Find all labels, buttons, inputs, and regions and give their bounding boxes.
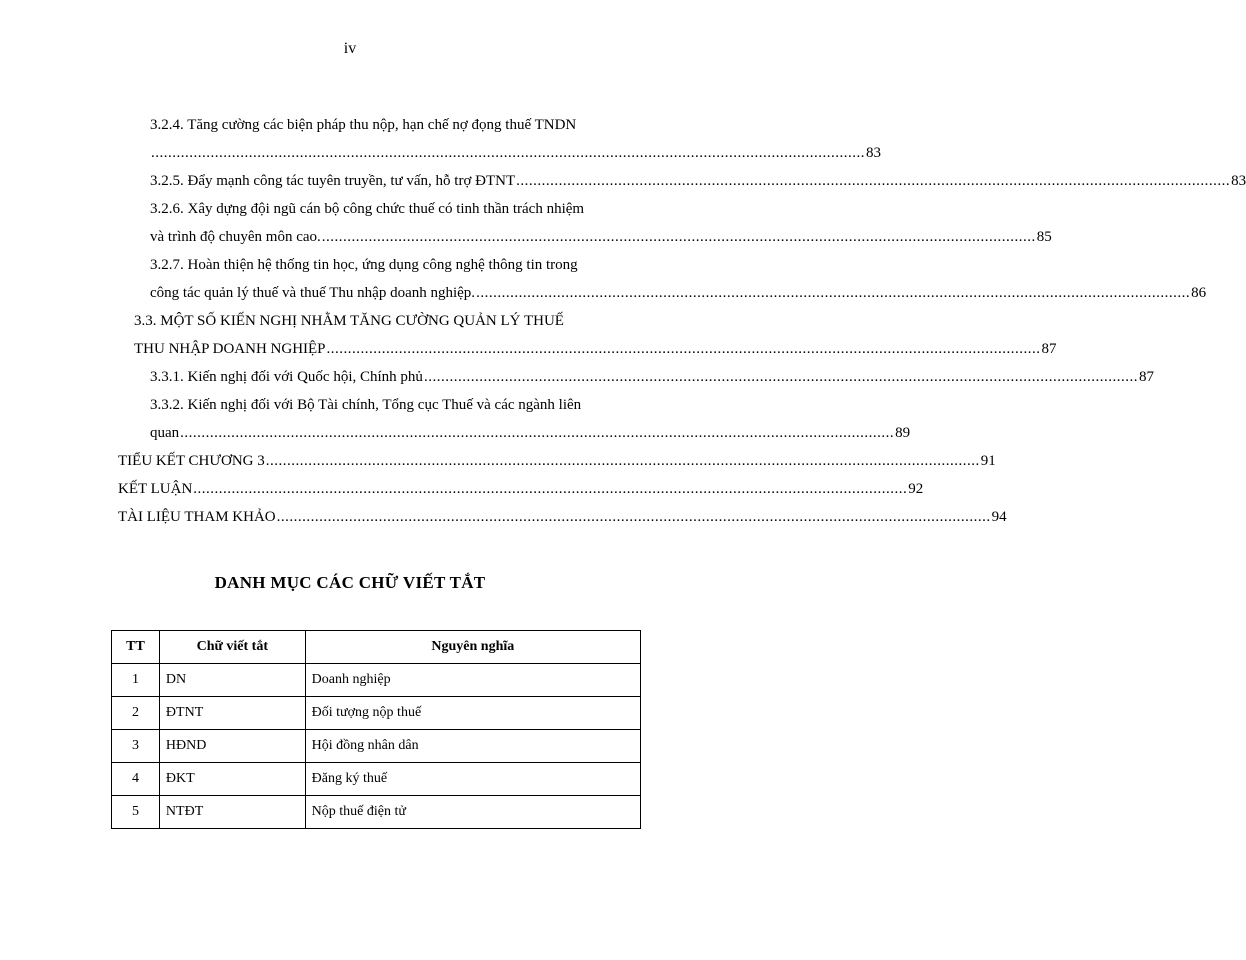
toc-leader-dots: ........................................................................................................................................................................ — [476, 285, 1191, 301]
row-meaning: Nộp thuế điện tử — [305, 796, 640, 829]
toc-leader-dots: ........................................................................................................................................................................ — [276, 509, 991, 525]
toc-entry-3-2-6-cont — [150, 226, 1052, 248]
toc-entry-chapter-summary — [118, 450, 996, 472]
table-header-row — [112, 631, 641, 664]
toc-entry-text: 3.3.1. Kiến nghị đối với Quốc hội, Chính phủ — [150, 369, 423, 385]
toc-entry-3-2-7-cont — [150, 282, 1207, 304]
row-number: 1 — [112, 664, 160, 697]
toc-entry-text: TIỂU KẾT CHƯƠNG 3 — [118, 453, 265, 469]
toc-page-number: 85 — [1036, 229, 1052, 245]
row-abbreviation: HĐND — [159, 730, 305, 763]
row-meaning: Hội đồng nhân dân — [305, 730, 640, 763]
page-number: iv — [343, 40, 357, 57]
toc-leader-dots: ........................................................................................................................................................................ — [151, 145, 865, 161]
toc-leader-dots: ........................................................................................................................................................................ — [321, 229, 1036, 245]
table-row — [112, 664, 641, 697]
row-meaning: Doanh nghiệp — [305, 664, 640, 697]
row-abbreviation: NTĐT — [159, 796, 305, 829]
toc-page-number: 83 — [1231, 173, 1246, 189]
row-abbreviation: ĐTNT — [159, 697, 305, 730]
toc-page-number: 87 — [1138, 369, 1154, 385]
abbreviations-heading: DANH MỤC CÁC CHỮ VIẾT TẮT — [214, 573, 486, 592]
row-number: 2 — [112, 697, 160, 730]
toc-page-number: 92 — [908, 481, 924, 497]
table-row — [112, 763, 641, 796]
abbreviations-table — [111, 630, 641, 829]
row-abbreviation: ĐKT — [159, 763, 305, 796]
toc-entry-references — [118, 506, 1007, 528]
toc-page-number: 87 — [1041, 341, 1057, 357]
toc-entry-text: THU NHẬP DOANH NGHIỆP — [134, 341, 326, 357]
toc-entry-text: và trình độ chuyên môn cao. — [150, 229, 321, 245]
toc-entry-3-3 — [134, 310, 640, 332]
header-tt: TT — [112, 631, 160, 664]
toc-entry-3-3-2-cont — [150, 422, 911, 444]
toc-entry-3-2-5 — [150, 170, 1246, 192]
toc-entry-text: 3.3.2. Kiến nghị đối với Bộ Tài chính, Tổng cục Thuế và các ngành liên — [150, 397, 582, 413]
toc-entry-3-3-1 — [150, 366, 1154, 388]
toc-entry-text: 3.3. MỘT SỐ KIẾN NGHỊ NHẰM TĂNG CƯỜNG QUẢN LÝ THUẾ — [134, 313, 564, 329]
header-meaning: Nguyên nghĩa — [305, 631, 640, 664]
row-meaning: Đăng ký thuế — [305, 763, 640, 796]
toc-leader-dots: ........................................................................................................................................................................ — [516, 173, 1231, 189]
toc-entry-3-2-7 — [150, 254, 640, 276]
toc-leader-dots: ........................................................................................................................................................................ — [326, 341, 1041, 357]
toc-entry-text: 3.2.6. Xây dựng đội ngũ cán bộ công chức thuế có tinh thần trách nhiệm — [150, 201, 585, 217]
toc-page-number: 91 — [980, 453, 996, 469]
toc-entry-conclusion — [118, 478, 924, 500]
toc-entry-3-3-cont — [134, 338, 1057, 360]
toc-leader-dots: ........................................................................................................................................................................ — [180, 425, 895, 441]
toc-entry-3-2-6 — [150, 198, 640, 220]
row-meaning: Đối tượng nộp thuế — [305, 697, 640, 730]
toc-entry-text: 3.2.4. Tăng cường các biện pháp thu nộp, hạn chế nợ đọng thuế TNDN — [150, 117, 577, 133]
toc-entry-text: TÀI LIỆU THAM KHẢO — [118, 509, 276, 525]
toc-page-number: 89 — [895, 425, 911, 441]
toc-entry-text: quan — [150, 425, 180, 441]
row-abbreviation: DN — [159, 664, 305, 697]
toc-leader-dots: ........................................................................................................................................................................ — [265, 453, 980, 469]
row-number: 5 — [112, 796, 160, 829]
toc-page-number: 83 — [866, 145, 881, 161]
toc-entry-text: KẾT LUẬN — [118, 481, 193, 497]
toc-entry-3-2-4-cont — [150, 142, 881, 164]
row-number: 4 — [112, 763, 160, 796]
toc-entry-text: 3.2.7. Hoàn thiện hệ thống tin học, ứng dụng công nghệ thông tin trong — [150, 257, 578, 273]
table-row — [112, 730, 641, 763]
toc-page-number: 94 — [991, 509, 1007, 525]
toc-entry-3-3-2 — [150, 394, 640, 416]
table-row — [112, 697, 641, 730]
toc-leader-dots: ........................................................................................................................................................................ — [193, 481, 908, 497]
toc-page-number: 86 — [1191, 285, 1207, 301]
toc-entry-3-2-4 — [150, 114, 640, 136]
header-abbreviation: Chữ viết tắt — [159, 631, 305, 664]
toc-entry-text: công tác quản lý thuế và thuế Thu nhập doanh nghiệp. — [150, 285, 476, 301]
table-row — [112, 796, 641, 829]
toc-entry-text: 3.2.5. Đẩy mạnh công tác tuyên truyền, tư vấn, hỗ trợ ĐTNT — [150, 173, 516, 189]
row-number: 3 — [112, 730, 160, 763]
toc-leader-dots: ........................................................................................................................................................................ — [423, 369, 1138, 385]
